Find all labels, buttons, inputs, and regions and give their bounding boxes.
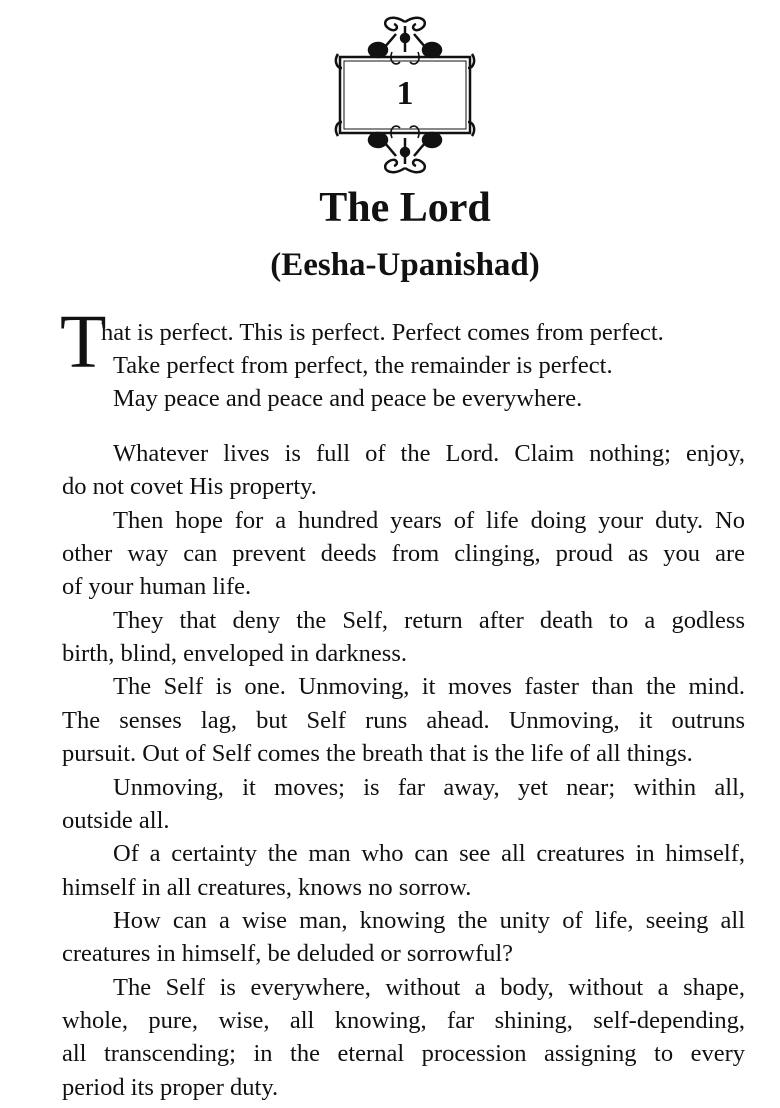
drop-cap: T [60,300,107,384]
text-line: pursuit. Out of Self comes the breath that is the life of all things. [62,740,693,767]
text-line: The Self is one. Unmoving, it moves faster than the mind. [113,673,745,700]
text-line: of your human life. [62,573,252,600]
text-line: hat is perfect. This is perfect. Perfect comes from perfect. [101,319,664,346]
text-line: The Self is everywhere, without a body, without a shape, [113,974,745,1001]
text-line: How can a wise man, knowing the unity of life, seeing all [113,907,745,934]
text-line: birth, blind, enveloped in darkness. [62,640,407,667]
text-line: Then hope for a hundred years of life doing your duty. No [113,507,745,534]
text-line: May peace and peace and peace be everywhere. [113,385,583,412]
text-line: The senses lag, but Self runs ahead. Unmoving, it outruns [62,707,745,734]
text-line: all transcending; in the eternal procession assigning to every [62,1040,745,1067]
text-line: Whatever lives is full of the Lord. Claim nothing; enjoy, [113,440,745,467]
text-line: whole, pure, wise, all knowing, far shining, self-depending, [62,1007,745,1034]
text-line: other way can prevent deeds from clinging, proud as you are [62,540,745,567]
text-line: period its proper duty. [62,1074,279,1101]
text-line: Take perfect from perfect, the remainder is perfect. [113,352,613,379]
chapter-subtitle: (Eesha-Upanishad) [270,247,540,283]
text-line: They that deny the Self, return after death to a godless [113,607,745,634]
chapter-title: The Lord [319,185,491,231]
text-line: himself in all creatures, knows no sorrow. [62,874,472,901]
text-line: Unmoving, it moves; is far away, yet near; within all, [113,774,745,801]
chapter-number: 1 [396,75,414,112]
text-line: creatures in himself, be deluded or sorrowful? [62,940,514,967]
text-line: Of a certainty the man who can see all creatures in himself, [113,840,745,867]
text-line: outside all. [62,807,170,834]
text-line: do not covet His property. [62,473,317,500]
